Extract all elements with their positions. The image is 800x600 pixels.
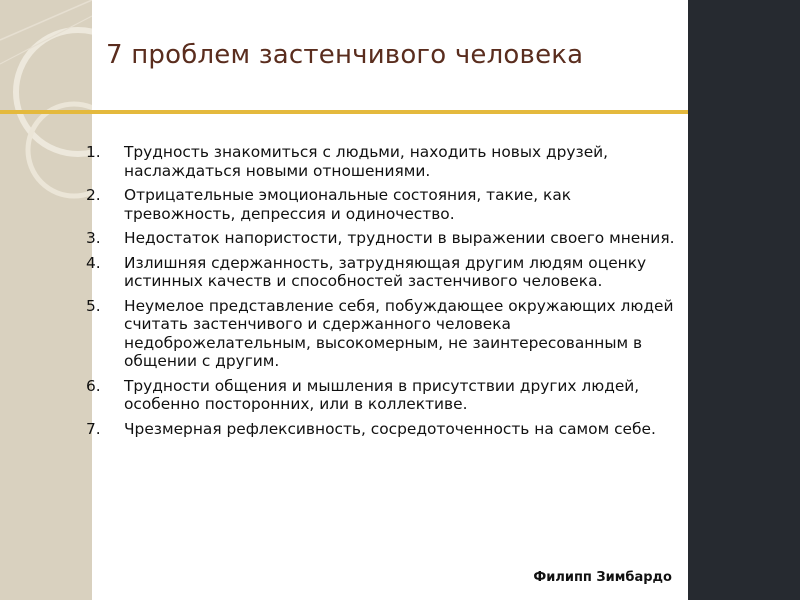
- list-item: [86, 186, 678, 223]
- list-item-number: 7.: [86, 419, 101, 438]
- author-attribution: Филипп Зимбардо: [533, 570, 672, 585]
- list-item-number: 3.: [86, 229, 101, 247]
- list-item-number: 5.: [86, 296, 101, 315]
- list-item: [86, 420, 678, 439]
- decorative-line: [0, 0, 92, 40]
- list-item: [86, 254, 678, 291]
- decorative-left-band: [0, 0, 92, 600]
- list-item: [86, 143, 678, 180]
- list-item: [86, 229, 678, 248]
- list-item-text: Чрезмерная рефлексивность, сосредоточенность на самом себе.: [124, 419, 656, 438]
- dark-right-panel: [688, 0, 800, 600]
- list-item-text: Излишняя сдержанность, затрудняющая другим людям оценку истинных качеств и способностей застенчивого человека.: [124, 253, 647, 290]
- problem-list: [86, 143, 678, 444]
- slide-title: 7 проблем застенчивого человека: [106, 40, 584, 70]
- list-item-number: 2.: [86, 186, 101, 204]
- list-item-text: Трудности общения и мышления в присутствии других людей, особенно посторонних, или в коллективе.: [124, 376, 640, 413]
- decorative-line: [0, 16, 92, 64]
- list-item-text: Отрицательные эмоциональные состояния, такие, как тревожность, депрессия и одиночество.: [124, 186, 572, 223]
- decorative-circles: [0, 0, 92, 600]
- list-item-text: Трудность знакомиться с людьми, находить новых друзей, наслаждаться новыми отношениями.: [124, 143, 609, 180]
- list-item-number: 1.: [86, 143, 101, 161]
- list-item-number: 6.: [86, 376, 101, 395]
- list-item-text: Недостаток напористости, трудности в выражении своего мнения.: [124, 229, 675, 247]
- list-item-number: 4.: [86, 253, 101, 272]
- decorative-circle-large: [16, 30, 92, 154]
- list-item: [86, 297, 678, 371]
- list-item: [86, 377, 678, 414]
- list-item-text: Неумелое представление себя, побуждающее окружающих людей считать застенчивого и сдержанного человека недоброжелательным, высокомерным, не заинтересованным в общении с другим.: [124, 296, 674, 370]
